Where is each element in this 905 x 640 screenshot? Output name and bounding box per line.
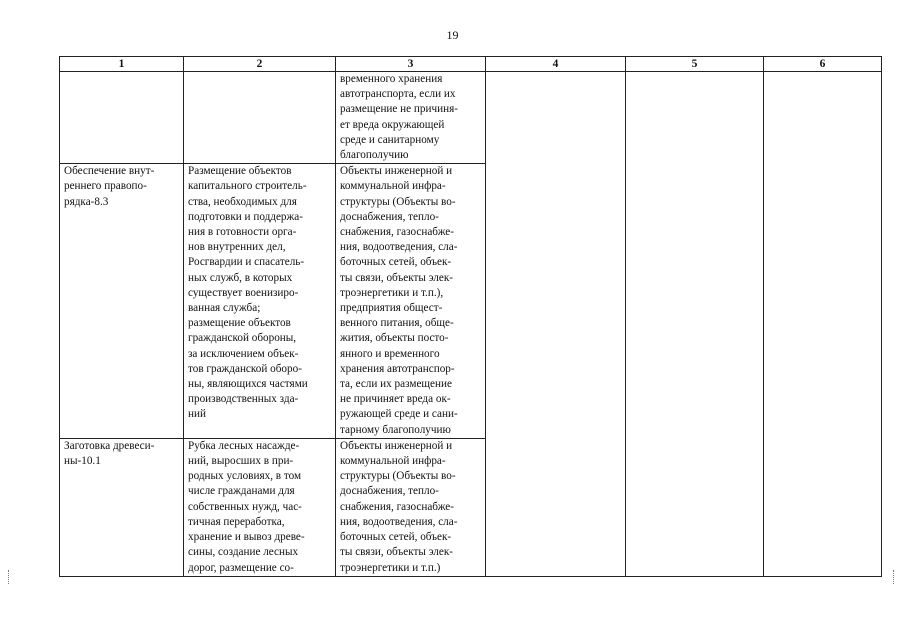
use-type-cell (60, 72, 184, 164)
use-type-cell: Заготовка древеси- ны-10.1 (60, 438, 184, 576)
use-type-cell: Обеспечение внут- реннего правопо- рядка-8.3 (60, 164, 184, 439)
permitted-objects-cell: Объекты инженерной и коммунальной инфра- структуры (Объекты во- доснабжения, тепло- снабжения, газоснабже- ния, водоотведения, сла- боточных сетей, объек- ты связи, объекты элек- троэнергетики и т.п.), предприятия общест- венного питания, обще- жития, объекты посто- янного и временного хранения автотранспор- та, если их размещение не причиняет вреда ок- ружающей среде и сани- тарному благополучию (336, 164, 486, 439)
column-header-3: 3 (336, 57, 486, 72)
description-cell: Размещение объектов капитального строитель- ства, необходимых для подготовки и поддержа- ния в готовности орга- нов внутренних дел, Росгвардии и спасатель- ных служб, в которых существует военизиро- ванная служба; размещение объектов гражданской обороны, за исключением объек- тов гражданской оборо- ны, являющихся частями производственных зда- ний (184, 164, 336, 439)
column-5-cell (626, 72, 764, 577)
column-header-1: 1 (60, 57, 184, 72)
column-6-cell (764, 72, 882, 577)
scan-edge-mark-left (8, 570, 11, 584)
description-cell: Рубка лесных насажде- ний, выросших в при- родных условиях, в том числе гражданами для собственных нужд, час- тичная переработка, хранение и вывоз древе- сины, создание лесных дорог, размещение со- (184, 438, 336, 576)
column-header-5: 5 (626, 57, 764, 72)
land-use-table (59, 56, 882, 577)
column-header-2: 2 (184, 57, 336, 72)
column-header-6: 6 (764, 57, 882, 72)
permitted-objects-cell: временного хранения автотранспорта, если их размещение не причиня- ет вреда окружающей среде и санитарному благополучию (336, 72, 486, 164)
header-row (60, 57, 882, 72)
permitted-objects-cell: Объекты инженерной и коммунальной инфра- структуры (Объекты во- доснабжения, тепло- снабжения, газоснабже- ния, водоотведения, сла- боточных сетей, объек- ты связи, объекты элек- троэнергетики и т.п.) (336, 438, 486, 576)
column-header-4: 4 (486, 57, 626, 72)
scan-edge-mark-right (893, 570, 896, 584)
description-cell (184, 72, 336, 164)
table-row (60, 72, 882, 164)
page-number: 19 (446, 28, 459, 42)
column-4-cell (486, 72, 626, 577)
